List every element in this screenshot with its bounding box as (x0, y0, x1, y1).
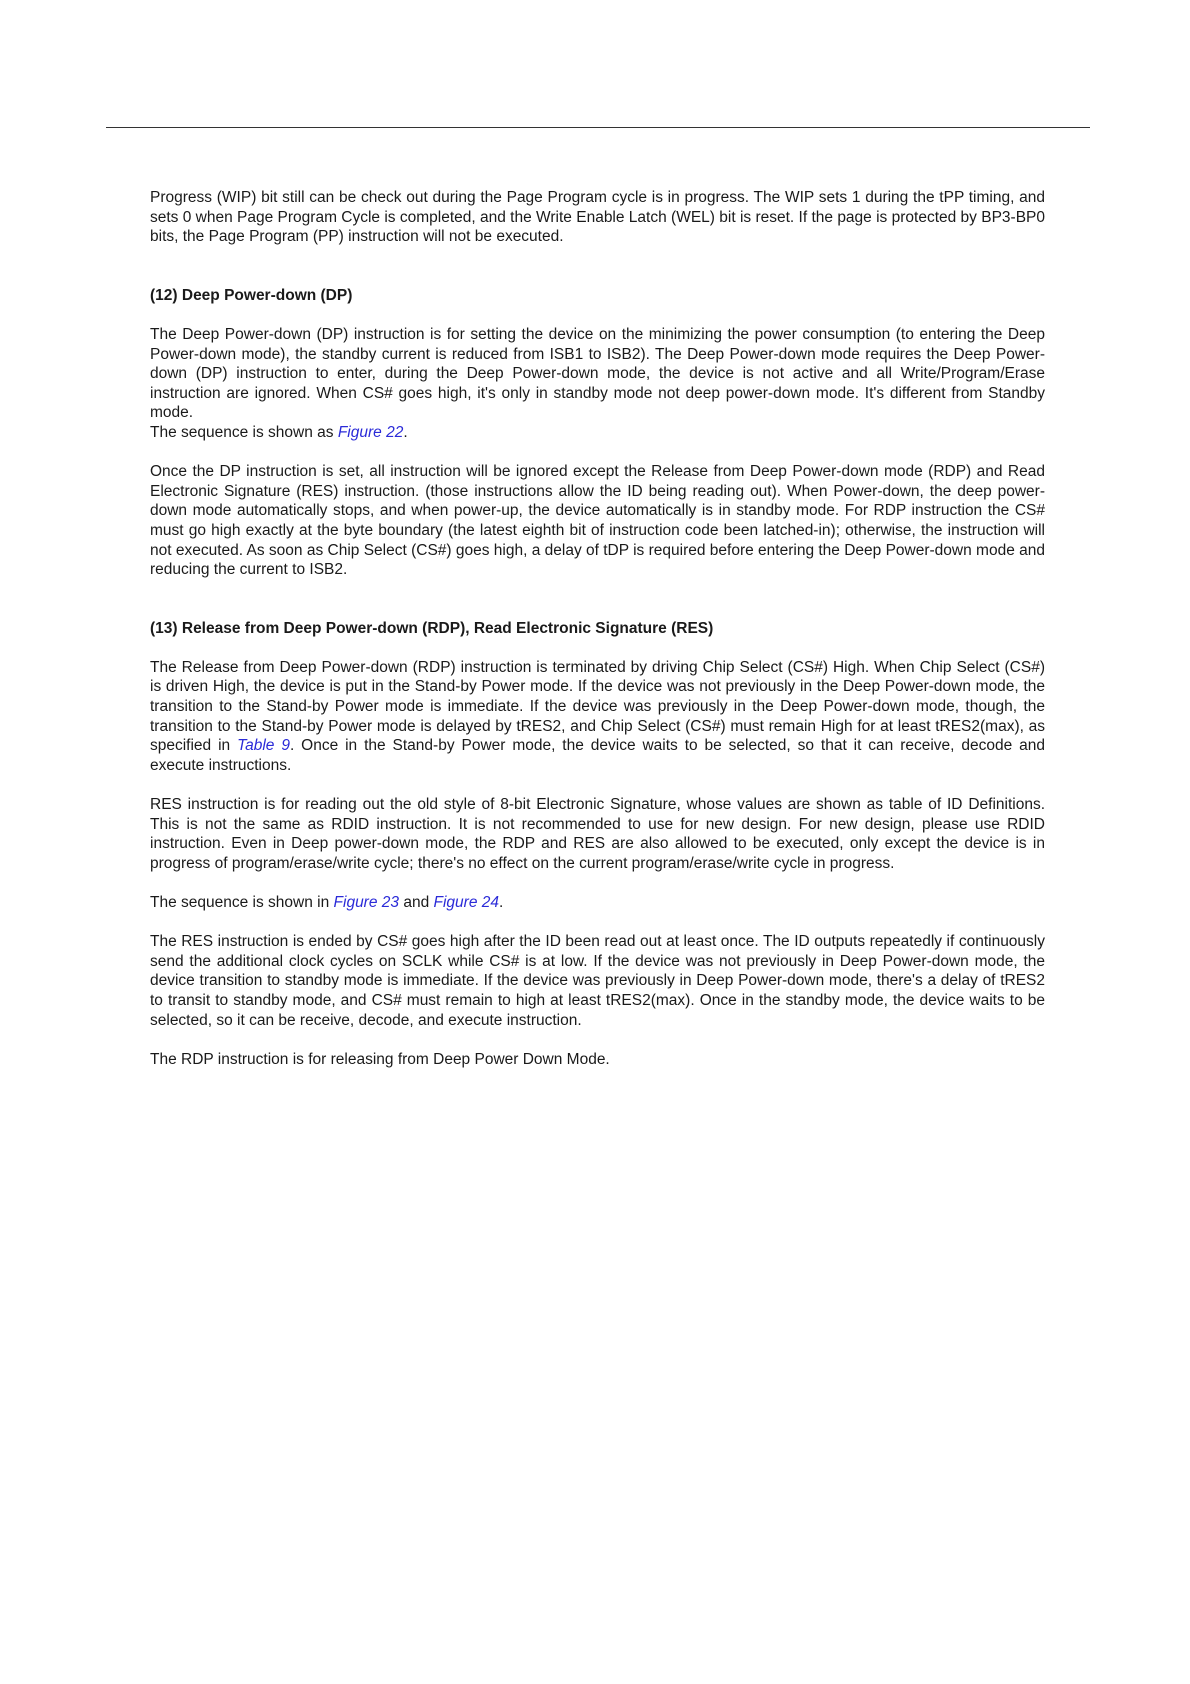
dp-sequence-suffix: . (403, 423, 408, 441)
header-rule (106, 127, 1090, 128)
figure-22-link[interactable]: Figure 22 (337, 423, 404, 441)
rdp-paragraph-2: RES instruction is for reading out the old style of 8-bit Electronic Signature, whose values are shown as table of ID Definitions. This is not the same as RDID instruction. It is not recommended to use for new design. For new design, please use RDID instruction. Even in Deep power-down mode, the RDP and RES are also allowed to be executed, only except the device is in progress of program/erase/write cycle; there's no effect on the current program/erase/write cycle in progress. (150, 796, 1045, 872)
rdp-paragraph-1-text-a: The Release from Deep Power-down (RDP) instruction is terminated by driving Chip Select (CS#) High. When Chip Select (CS#) is driven High, the device is put in the Stand-by Power mode. If the device was not previously in the Deep Power-down mode, the transition to the Stand-by Power mode is immediate. If the device was previously in the Deep Power-down mode, though, the transition to the Stand-by Power mode is delayed by tRES2, and Chip Select (CS#) must remain High for at least tRES2(max), as specified in (150, 658, 1045, 755)
rdp-paragraph-4: The RDP instruction is for releasing from Deep Power Down Mode. (150, 1050, 610, 1068)
rdp-sequence-suffix: . (498, 894, 504, 911)
intro-paragraph: Progress (WIP) bit still can be check out during the Page Program cycle is in progress. The WIP sets 1 during the tPP timing, and sets 0 when Page Program Cycle is completed, and the Write Enable Latch (WEL) bit is reset. If the page is protected by BP3-BP0 bits, the Page Program (PP) instruction will not be executed. (150, 189, 1045, 246)
rdp-paragraph-1 (150, 658, 1045, 776)
figure-24-link[interactable]: Figure 24 (433, 894, 499, 911)
dp-sequence-line (150, 423, 1045, 443)
document-body (150, 188, 1045, 1069)
dp-paragraph-1-text: The Deep Power-down (DP) instruction is for setting the device on the minimizing the power consumption (to entering the Deep Power-down mode), the standby current is reduced from ISB1 to ISB2). The Deep Power-down mode requires the Deep Power-down (DP) instruction to enter, during the Deep Power-down mode, the device is not active and all Write/Program/Erase instruction are ignored. When CS# goes high, it's only in standby mode not deep power-down mode. It's different from Standby mode. (150, 325, 1045, 422)
rdp-sequence-mid: and (399, 894, 434, 911)
section-title-dp: (12) Deep Power-down (DP) (150, 286, 353, 304)
dp-paragraph-2: Once the DP instruction is set, all instruction will be ignored except the Release from Deep Power-down mode (RDP) and Read Electronic Signature (RES) instruction. (those instructions allow the ID being reading out). When Power-down, the deep power-down mode automatically stops, and when power-up, the device automatically is in standby mode. For RDP instruction the CS# must go high exactly at the byte boundary (the latest eighth bit of instruction code been latched-in); otherwise, the instruction will not executed. As soon as Chip Select (CS#) goes high, a delay of tDP is required before entering the Deep Power-down mode and reducing the current to ISB2. (150, 463, 1045, 579)
rdp-paragraph-3: The RES instruction is ended by CS# goes high after the ID been read out at least once. The ID outputs repeatedly if continuously send the additional clock cycles on SCLK while CS# is at low. If the device was not previously in Deep Power-down mode, the device transition to standby mode is immediate. If the device was previously in Deep Power-down mode, there's a delay of tRES2 to transit to standby mode, and CS# must remain to high at least tRES2(max). Once in the standby mode, the device waits to be selected, so it can be receive, decode, and execute instruction. (150, 933, 1045, 1029)
rdp-sequence-line (150, 893, 1045, 913)
dp-sequence-prefix: The sequence is shown as (150, 423, 338, 441)
figure-23-link[interactable]: Figure 23 (333, 894, 400, 911)
rdp-paragraph-1-text-b: . Once in the Stand-by Power mode, the device waits to be selected, so that it can receive, decode and execute instructions. (150, 737, 1046, 774)
section-title-rdp: (13) Release from Deep Power-down (RDP), Read Electronic Signature (RES) (150, 619, 714, 637)
rdp-sequence-prefix: The sequence is shown in (150, 894, 334, 911)
table-9-link[interactable]: Table 9 (237, 737, 290, 755)
dp-paragraph-1 (150, 325, 1045, 423)
